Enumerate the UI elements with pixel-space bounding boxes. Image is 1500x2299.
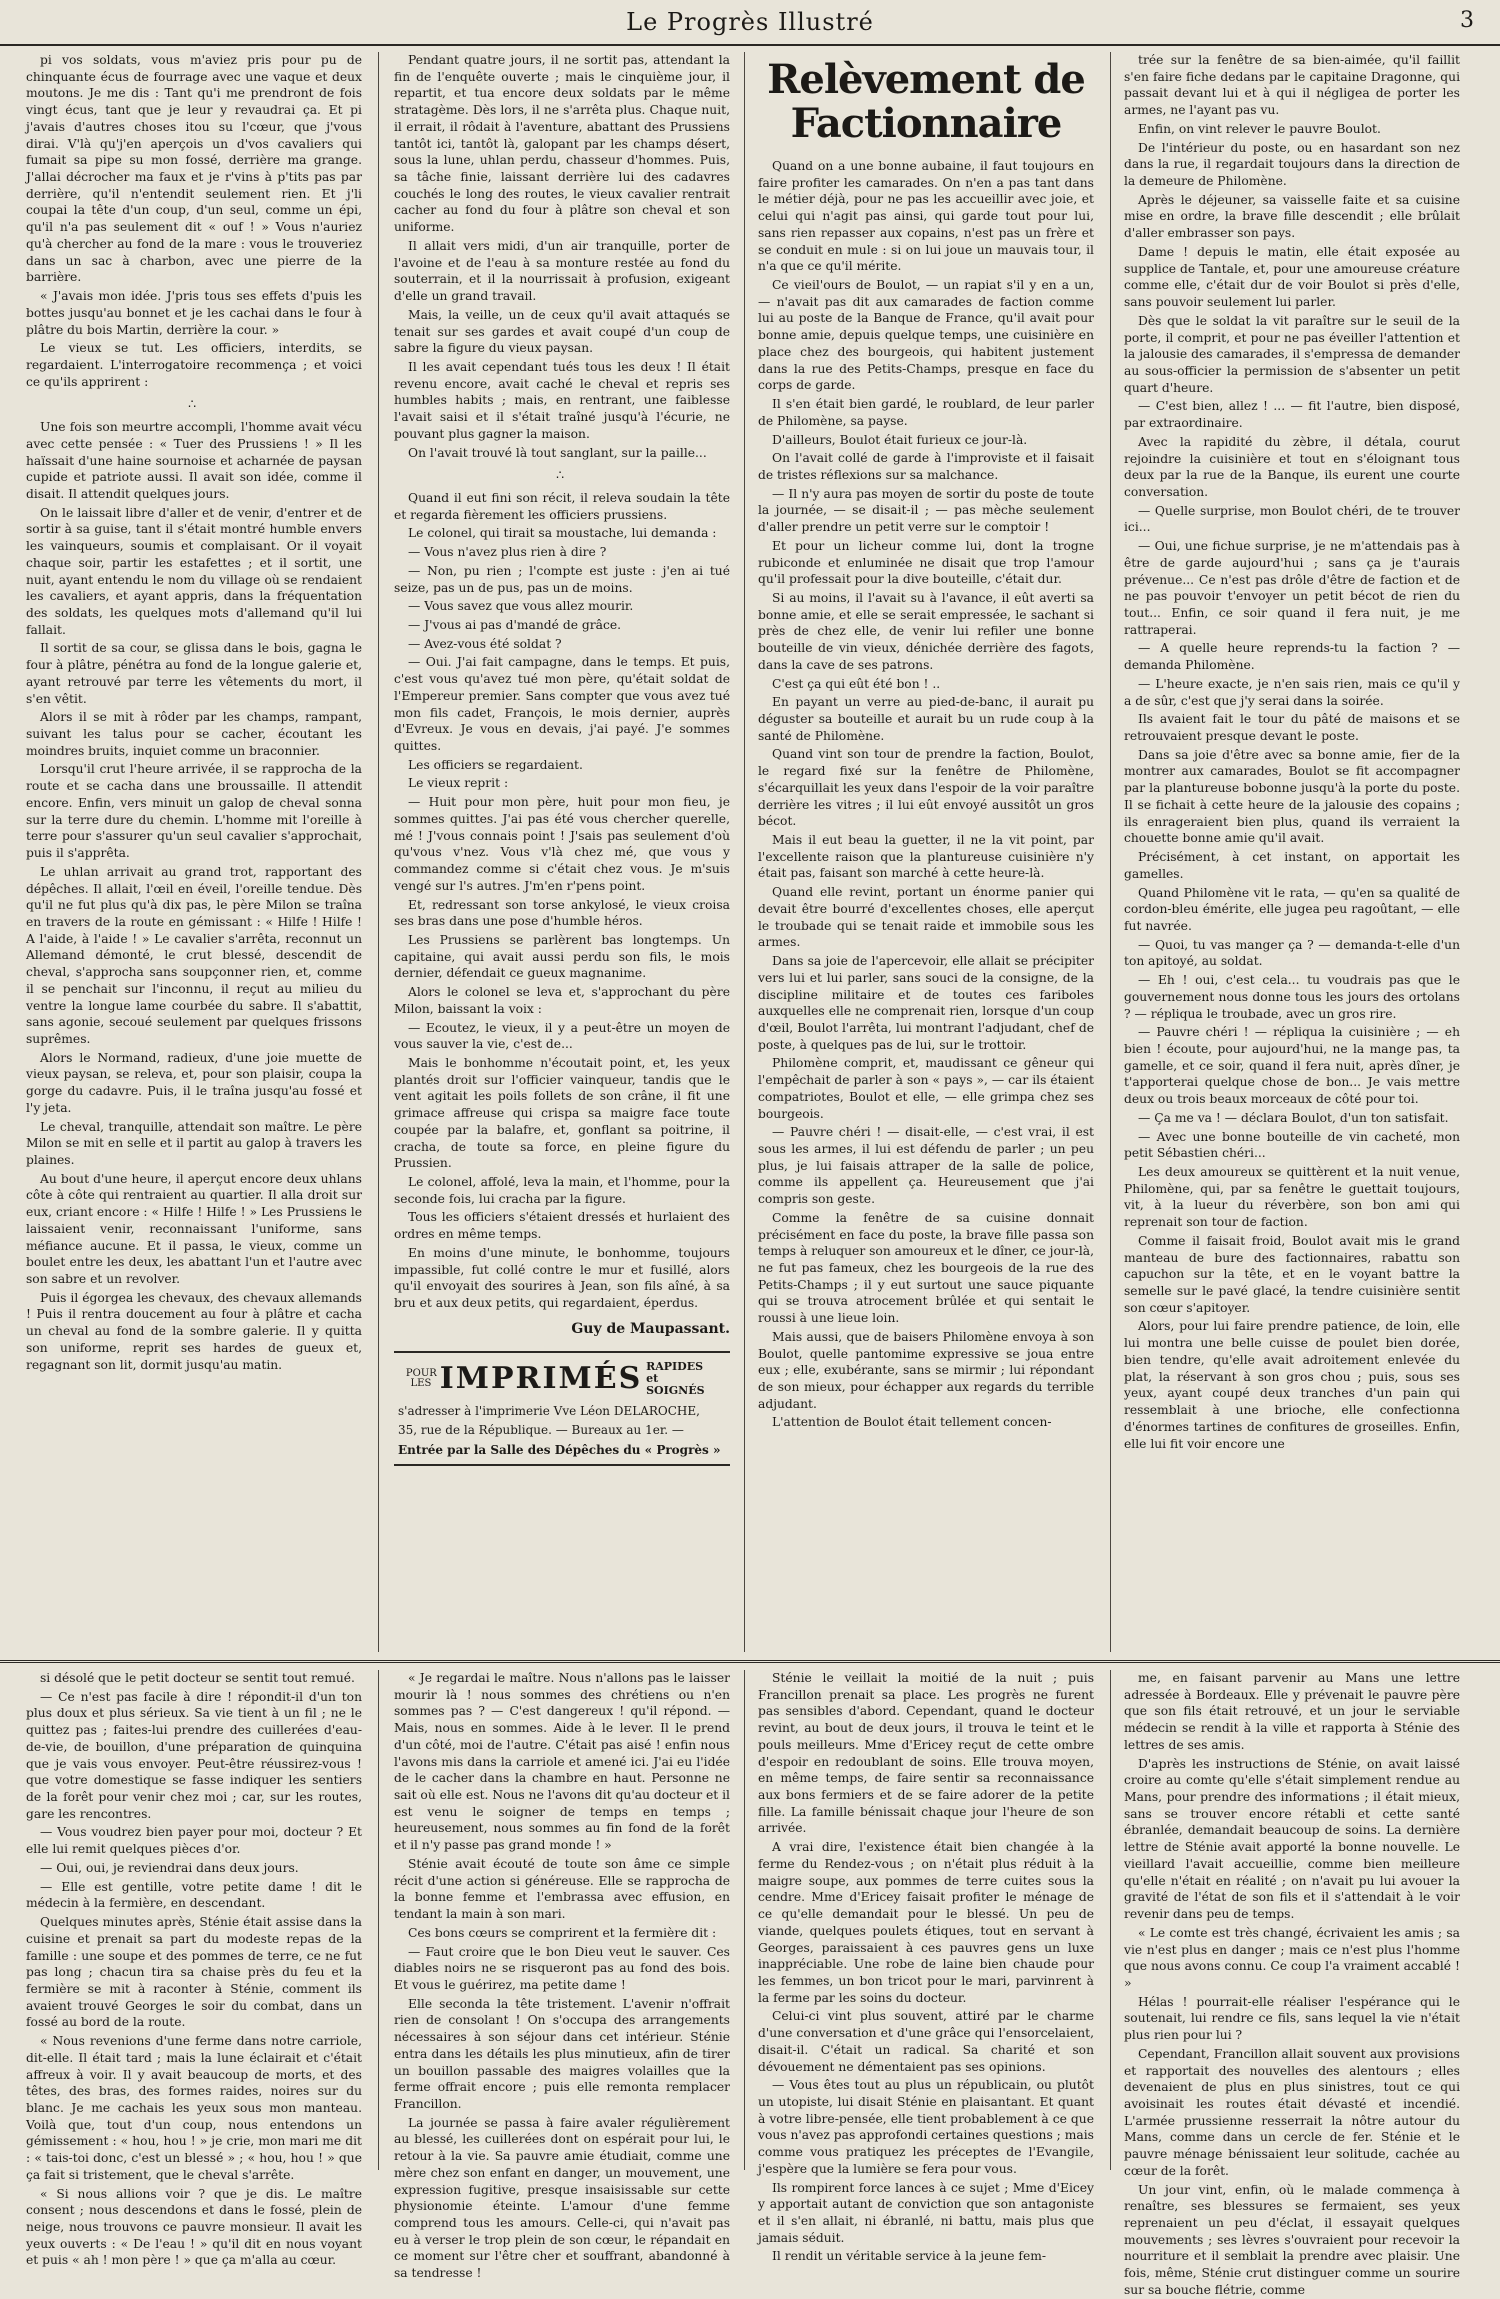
serial-column-3 [758, 1670, 1094, 2264]
paragraph: — Huit pour mon père, huit pour mon fieu, je sommes quittes. J'ai pas été vous chercher querelle, mé ! J'vous connais point ! J'sais pas seulement d'où qu'vous v'nez. Vous v'là chez mé, que vous y commandez comme si c'était chez vous. Je m'suis vengé sur l's autres. J'm'en r'pens point. [394, 795, 730, 893]
paragraph: « Je regardai le maître. Nous n'allons pas le laisser mourir là ! nous sommes des chrétiens ou n'en sommes pas ? — C'est dangereux ! qu'il répond. — Mais, nous en sommes. Aide à le lever. Il le prend d'un côté, moi de l'autre. C'était pas aisé ! enfin nous l'avons mis dans la carriole et amené ici. J'ai eu l'idée de le cacher dans la chambre en haut. Personne ne sait où elle est. Nous ne l'avons dit qu'au docteur et il est venu le soigner de temps en temps ; heureusement, nous sommes au fin fond de la forêt et il n'y passe pas grand monde ! » [394, 1671, 730, 1853]
paragraph: Mais il eut beau la guetter, il ne la vit point, par l'excellente raison que la plantureuse cuisinière n'y était pas, faisant son marché à cette heure-là. [758, 833, 1094, 881]
paragraph: trée sur la fenêtre de sa bien-aimée, qu'il faillit s'en faire fiche dedans par le capitaine Dragonne, qui passait devant lui et à qui il négligea de porter les armes, ne l'ayant pas vu. [1124, 53, 1460, 118]
paragraph: Il les avait cependant tués tous les deux ! Il était revenu encore, avait caché le cheval et repris ses humbles habits ; mais, en rentrant, une faiblesse l'avait saisi et il s'était traîné jusqu'à l'écurie, ne pouvant plus gagner la maison. [394, 359, 730, 441]
paragraph: Il rendit un véritable service à la jeune fem- [772, 2249, 1047, 2264]
paragraph: Dès que le soldat la vit paraître sur le seuil de la porte, il comprit, et pour ne pas éveiller l'attention et la jalousie des camarades, il s'empressa de demander au sous-officier la permission de s'absenter un petit quart d'heure. [1124, 313, 1460, 395]
paragraph: Alors le Normand, radieux, d'une joie muette de vieux paysan, se releva, et, pour son plaisir, coupa la gorge du cadavre. Puis, il le traîna jusqu'au fossé et l'y jeta. [26, 1050, 362, 1115]
column-rule [378, 1670, 379, 2170]
paragraph: Il allait vers midi, d'un air tranquille, porter de l'avoine et de l'eau à sa monture restée au fond du souterrain, et il la nourrissait à profusion, exigeant d'elle un grand travail. [394, 238, 730, 304]
paragraph: Quand il eut fini son récit, il releva soudain la tête et regarda fièrement les officiers prussiens. [394, 490, 730, 522]
paragraph: Alors, pour lui faire prendre patience, de loin, elle lui montra une belle cuisse de poulet bien dorée, bien tendre, qu'elle avait adroitement enlevée du plat, la réservant à son gros chou ; puis, sous ses yeux, ayant coupé deux tranches d'un pain qui ressemblait à une brioche, elle confectionna d'énormes tartines de confitures de groseilles. Enfin, elle lui fit voir encore une [1124, 1319, 1460, 1451]
paragraph: Le vieux se tut. Les officiers, interdits, se regardaient. L'interrogatoire recommença ; et voici ce qu'ils apprirent : [26, 341, 362, 389]
paragraph: — Vous voudrez bien payer pour moi, docteur ? Et elle lui remit quelques pièces d'or. [26, 1825, 362, 1857]
section-break: ∴ [188, 397, 200, 412]
paragraph: Comme la fenêtre de sa cuisine donnait précisément en face du poste, la brave fille passa son temps à reluquer son amoureux et le dîner, ce jour-là, ne fut pas fameux, chez les bourgeois de la rue des Petits-Champs ; il y eut surtout une sauce piquante qui se trouva atrocement brûlée et qui sentait le roussi à une lieue loin. [758, 1210, 1094, 1326]
paragraph: Elle seconda la tête tristement. L'avenir n'offrait rien de consolant ! On s'occupa des arrangements nécessaires à son séjour dans cet intérieur. Sténie entra dans les détails les plus minutieux, afin de tirer un bouillon passable des maigres volailles que la ferme offrait encore ; puis elle remonta remplacer Francillon. [394, 1996, 730, 2111]
paragraph: Enfin, on vint relever le pauvre Boulot. [1138, 121, 1381, 136]
paragraph: Le cheval, tranquille, attendait son maître. Le père Milon se mit en selle et il partit au galop à travers les plaines. [26, 1119, 362, 1167]
printing-advertisement [394, 1351, 730, 1467]
paragraph: Il s'en était bien gardé, le roublard, de leur parler de Philomène, sa payse. [758, 397, 1094, 428]
paragraph: Quand on a une bonne aubaine, il faut toujours en faire profiter les camarades. On n'en a pas tant dans le métier déjà, pour ne pas les accueillir avec joie, et celui qui n'agit pas ainsi, qui garde tout pour lui, sans rien repasser aux copains, n'est pas un frère et se conduit en mule : si on lui joue un mauvais tour, il n'a que ce qu'il mérite. [758, 159, 1094, 274]
paragraph: Tous les officiers s'étaient dressés et hurlaient des ordres en même temps. [394, 1210, 730, 1242]
column-rule [744, 52, 745, 1652]
serial-column-1 [26, 1670, 362, 2268]
paragraph: me, en faisant parvenir au Mans une lettre adressée à Bordeaux. Elle y prévenait le pauvre père que son fils était retrouvé, et un jour le serviable médecin se rendit à la ville et rapporta à Sténie des lettres de ses amis. [1124, 1671, 1460, 1752]
paragraph: — Quelle surprise, mon Boulot chéri, de te trouver ici... [1124, 503, 1460, 535]
paragraph: Quelques minutes après, Sténie était assise dans la cuisine et prenait sa part du modeste repas de la famille : une soupe et des pommes de terre, ce ne fut pas long ; chacun tira sa chaise près du feu et la fermière se mit à raconter à Sténie, comment ils avaient trouvé Georges le soir du combat, dans un fossé au bord de la route. [26, 1915, 362, 2030]
paragraph: A vrai dire, l'existence était bien changée à la ferme du Rendez-vous ; on n'était plus réduit à la maigre soupe, aux pommes de terre cuites sous la cendre. Mme d'Ericey faisait profiter le ménage de ce qu'elle demandait pour le blessé. Un peu de viande, quelques poulets étiques, tout en servant à Georges, paraissaient à ces pauvres gens un luxe inappréciable. Une robe de laine bien chaude pour les femmes, un bon tricot pour le mari, parvinrent à la ferme par les soins du docteur. [758, 1840, 1094, 2005]
paragraph: Si au moins, il l'avait su à l'avance, il eût averti sa bonne amie, et elle se serait empressée, le sachant si près de chez elle, de venir lui refiler une bonne bouteille de vin vieux, dénichée derrière des fagots, dans la cave de ses patrons. [758, 590, 1094, 672]
ad-pour: POUR LES [405, 1368, 437, 1390]
paragraph: — Vous n'avez plus rien à dire ? [408, 545, 607, 560]
section-break: ∴ [556, 468, 568, 483]
paragraph: Et pour un licheur comme lui, dont la trogne rubiconde et enluminée ne disait que trop l'amour qu'il professait pour la dive bouteille, c'était dur. [758, 538, 1094, 587]
paragraph: si désolé que le petit docteur se sentit tout remué. [40, 1671, 355, 1685]
paragraph: Alors le colonel se leva et, s'approchant du père Milon, baissant la voix : [394, 985, 730, 1016]
paragraph: — J'vous ai pas d'mandé de grâce. [408, 618, 622, 632]
feuilleton-section [0, 1670, 1500, 2297]
paragraph: Le colonel, qui tirait sa moustache, lui demanda : [408, 526, 717, 541]
paragraph: Une fois son meurtre accompli, l'homme avait vécu avec cette pensée : « Tuer des Prussiens ! » Il les haïssait d'une haine sournoise et acharnée de paysan cupide et patriote aussi. Il avait son idée, comme il disait. Il attendit quelques jours. [26, 420, 362, 501]
paragraph: On l'avait collé de garde à l'improviste et il faisait de tristes réflexions sur sa malchance. [758, 451, 1094, 482]
paragraph: Lorsqu'il crut l'heure arrivée, il se rapprocha de la route et se cacha dans une broussaille. Il attendit encore. Enfin, vers minuit un galop de cheval sonna sur la terre dure du chemin. L'homme mit l'oreille à terre pour s'assurer qu'un seul cavalier s'approchait, puis il s'apprêta. [26, 762, 362, 861]
paragraph: — Elle est gentille, votre petite dame ! dit le médecin à la fermière, en descendant. [26, 1879, 362, 1911]
paragraph: Ils avaient fait le tour du pâté de maisons et se retrouvaient presque devant le poste. [1124, 712, 1460, 744]
paragraph: — Oui, une fichue surprise, je ne m'attendais pas à être de garde aujourd'hui ; sans ça je t'aurais prévenue... Ce n'est pas drôle d'être de faction et de ne pas pouvoir t'envoyer un petit bécot de rien du tout... Enfin, ce soir quand il fera nuit, je me rattraperai. [1124, 539, 1460, 637]
paragraph: pi vos soldats, vous m'aviez pris pour pu de chinquante écus de fourrage avec une vaque et deux moutons. Je me dis : Tant qu'i me prendront de fois vingt écus, tant que je leur y revaudrai ça. Et pi j'avais d'autres choses itou su l'cœur, que j'vous dirai. V'là qu'j'en aperçois un d'vos cavaliers qui fumait sa pipe su mon fossé, derrière ma grange. J'allai décrocher ma faux et je r'vins à p'tits pas par derrière, qu'il n'entendit seulement rien. Et j'li coupai la tête d'un coup, d'un seul, comme un épi, qu'il n'a pas seulement dit « ouf ! » Vous n'auriez qu'à chercher au fond de la mare : vous le trouveriez dans un sac à charbon, avec une pierre de la barrière. [26, 53, 362, 285]
column-rule [1110, 1670, 1111, 2170]
paragraph: — Ça me va ! — déclara Boulot, d'un ton satisfait. [1138, 1110, 1449, 1125]
paragraph: Précisément, à cet instant, on apportait les gamelles. [1124, 850, 1460, 881]
paragraph: « Le comte est très changé, écrivaient les amis ; sa vie n'est plus en danger ; mais ce n'est plus l'homme que nous avons connu. Ce coup l'a vraiment accablé ! » [1124, 1925, 1460, 1990]
paragraph: Pendant quatre jours, il ne sortit pas, attendant la fin de l'enquête ouverte ; mais le cinquième jour, il repartit, et tua encore deux soldats par le même stratagème. Dès lors, il ne s'arrêta plus. Chaque nuit, il errait, il rôdait à l'aventure, abattant des Prussiens tantôt ici, tantôt là, galopant par les champs désert, sous la lune, uhlan perdu, chasseur d'hommes. Puis, sa tâche finie, laissant derrière lui des cadavres couchés le long des routes, le vieux cavalier rentrait cacher au fond du four à plâtre son cheval et son uniforme. [394, 53, 730, 235]
paragraph: Comme il faisait froid, Boulot avait mis le grand manteau de bure des factionnaires, rabattu son capuchon sur la tête, et en le voyant battre la semelle sur le pavé glacé, la tendre cuisinière sentit son cœur s'apitoyer. [1124, 1233, 1460, 1315]
paragraph: Un jour vint, enfin, où le malade commença à renaître, ses blessures se fermaient, ses yeux reprenaient un peu d'éclat, il essayait quelques mouvements ; ses lèvres s'ouvraient pour recevoir la nourriture et il semblait la prendre avec plaisir. Une fois, même, Sténie crut distinguer comme un sourire sur sa bouche flétrie, comme [1124, 2182, 1460, 2297]
paragraph: On le laissait libre d'aller et de venir, d'entrer et de sortir à sa guise, tant il s'était montré humble envers les vainqueurs, soumis et complaisant. Or il voyait chaque soir, partir les estafettes ; et il sortit, une nuit, ayant entendu le nom du village où se rendaient les cavaliers, et ayant appris, dans la fréquentation des soldats, les quelques mots d'allemand qu'il lui fallait. [26, 505, 362, 637]
paragraph: — L'heure exacte, je n'en sais rien, mais ce qu'il y a de sûr, c'est que j'y serai dans la soirée. [1124, 676, 1460, 708]
paragraph: Le colonel, affolé, leva la main, et l'homme, pour la seconde fois, lui cracha par la figure. [394, 1175, 730, 1206]
paragraph: — Faut croire que le bon Dieu veut le sauver. Ces diables noirs ne se risqueront pas au fond des bois. Et vous le guérirez, ma petite dame ! [394, 1944, 730, 1992]
column-rule [1110, 52, 1111, 1652]
paragraph: — Il n'y aura pas moyen de sortir du poste de toute la journée, — se disait-il ; — pas mèche seulement d'aller prendre un petit verre sur le comptoir ! [758, 486, 1094, 535]
paragraph: D'après les instructions de Sténie, on avait laissé croire au comte qu'elle s'était simplement rendue au Mans, pour prendre des informations ; il était mieux, sans se trouver encore rétabli et cette santé ébranlée, demandait beaucoup de soins. La dernière lettre de Sténie avait apporté la bonne nouvelle. Le vieillard l'avait accueillie, comme bien meilleure qu'elle n'était en réalité ; on n'avait pu lui avouer la gravité de l'état de son fils et il s'attendait à le voir revenir dans peu de temps. [1124, 1756, 1460, 1922]
paragraph: — Ecoutez, le vieux, il y a peut-être un moyen de vous sauver la vie, c'est de... [394, 1020, 730, 1052]
paragraph: Quand Philomène vit le rata, — qu'en sa qualité de cordon-bleu émérite, elle jugea peu ragoûtant, — elle fut navrée. [1124, 885, 1460, 933]
paragraph: — Vous savez que vous allez mourir. [408, 599, 634, 614]
paragraph: Celui-ci vint plus souvent, attiré par le charme d'une conversation et d'une grâce qui l'ensorcelaient, disait-il. C'était un radical. Sa charité et son dévouement ne démentaient pas ses opinions. [758, 2009, 1094, 2074]
paragraph: — Non, pu rien ; l'compte est juste : j'en ai tué seize, pas un de pus, pas un de moins. [394, 563, 730, 595]
paragraph: Le vieux reprit : [408, 776, 509, 791]
paragraph: — Pauvre chéri ! — répliqua la cuisinière ; — eh bien ! écoute, pour aujourd'hui, ne la mange pas, ta gamelle, et ce soir, quand il fera nuit, après dîner, je t'apporterai quelque chose de bon... Je vais mettre deux ou trois beaux morceaux de côté pour toi. [1124, 1025, 1460, 1107]
top-section [0, 52, 1500, 1652]
paragraph: Cependant, Francillon allait souvent aux provisions et rapportait des nouvelles des alentours ; elles devenaient de plus en plus sinistres, tout ce qui avoisinait les routes était dévasté et incendié. L'armée prussienne resserrait la nôtre autour du Mans, comme dans un cercle de fer. Sténie et le pauvre ménage bénissaient leur solitude, cachée au cœur de la forêt. [1124, 2046, 1460, 2178]
paragraph: — Oui, oui, je reviendrai dans deux jours. [40, 1860, 299, 1875]
article-headline: Relèvement de Factionnaire [767, 56, 1085, 147]
paragraph: En payant un verre au pied-de-banc, il aurait pu déguster sa bouteille et aurait bu un rude coup à la santé de Philomène. [758, 695, 1094, 743]
paragraph: C'est ça qui eût été bon ! .. [772, 676, 941, 691]
paragraph: — Avez-vous été soldat ? [408, 636, 562, 651]
paragraph: Les officiers se regardaient. [408, 757, 583, 772]
paragraph: Alors il se mit à rôder par les champs, rampant, suivant les talus pour se cacher, écoutant les moindres bruits, inquiet comme un braconnier. [26, 710, 362, 758]
paragraph: Au bout d'une heure, il aperçut encore deux uhlans côte à côte qui rentraient au quartier. Il alla droit sur eux, criant encore : « Hilfe ! Hilfe ! » Les Prussiens le laissaient venir, reconnaissant l'uniforme, sans méfiance aucune. Et il passa, le vieux, comme un boulet entre les deux, les abattant l'un et l'autre avec son sabre et un revolver. [26, 1171, 362, 1287]
paragraph: Et, redressant son torse ankylosé, le vieux croisa ses bras dans une pose d'humble héros. [394, 897, 730, 929]
paragraph: Quand elle revint, portant un énorme panier qui devait être bourré d'excellentes choses, elle aperçut le troubade qui se tenait raide et immobile sous les armes. [758, 885, 1094, 950]
paragraph: De l'intérieur du poste, ou en hasardant son nez dans la rue, il regardait toujours dans la direction de la demeure de Philomène. [1124, 140, 1460, 189]
paragraph: — Eh ! oui, c'est cela... tu voudrais pas que le gouvernement nous donne tous les jours des ortolans ? — répliqua le troubade, avec un gros rire. [1124, 973, 1460, 1021]
paragraph: La journée se passa à faire avaler régulièrement au blessé, les cuillerées dont on espérait pour lui, le retour à la vie. Sa pauvre amie étudiait, comme une mère chez son enfant en danger, un mouvement, une expression fugitive, presque insaisissable sur cette physionomie éteinte. L'amour d'une femme comprend tous les amours. Celle-ci, qui n'avait pas eu à verser le trop plein de son cœur, le répandait en ce moment sur l'être cher et souffrant, abandonné à sa tendresse ! [394, 2115, 730, 2281]
paragraph: Les deux amoureux se quittèrent et la nuit venue, Philomène, qui, par sa fenêtre le guettait toujours, vit, à la lueur du réverbère, son bon ami qui reprenait son tour de faction. [1124, 1165, 1460, 1230]
paragraph: Le uhlan arrivait au grand trot, rapportant des dépêches. Il allait, l'œil en éveil, l'oreille tendue. Dès qu'il ne fut plus qu'à dix pas, le père Milon se traîna en travers de la route en gémissant : « Hilfe ! Hilfe ! A l'aide, à l'aide ! » Le cavalier s'arrêta, reconnut un Allemand démonté, le crut blessé, descendit de cheval, s'approcha sans soupçonner rien, et, comme il se penchait sur l'inconnu, il reçut au milieu du ventre la longue lame courbée du sabre. Il s'abattit, sans agonie, secoué seulement par quelques frissons suprêmes. [26, 864, 362, 1046]
serial-column-4 [1124, 1670, 1460, 2297]
paragraph: — A quelle heure reprends-tu la faction ? — demanda Philomène. [1124, 641, 1460, 673]
paragraph: Avec la rapidité du zèbre, il détala, courut rejoindre la cuisinière et tout en s'éloignant tous deux par la rue de la Banque, ils eurent une courte conversation. [1124, 434, 1460, 499]
paragraph: Philomène comprit, et, maudissant ce gêneur qui l'empêchait de parler à son « pays », — car ils étaient compatriotes, Boulot et elle, — elle grimpa chez ses bourgeois. [758, 1056, 1094, 1121]
ad-line-2: 35, rue de la République. — Bureaux au 1er. — [398, 1423, 684, 1438]
paragraph: — Avec une bonne bouteille de vin cacheté, mon petit Sébastien chéri... [1124, 1129, 1460, 1161]
paragraph: — Quoi, tu vas manger ça ? — demanda-t-elle d'un ton apitoyé, au soldat. [1124, 937, 1460, 969]
paragraph: Dans sa joie d'être avec sa bonne amie, fier de la montrer aux camarades, Boulot se fit accompagner par la plantureuse bobonne jusqu'à la porte du poste. Il se fichait à cette heure de la jalousie des copains ; ils enrageraient bien plus, quand ils verraient la chouette bonne amie qu'il avait. [1124, 747, 1460, 846]
column-rule [744, 1670, 745, 2170]
paragraph: Puis il égorgea les chevaux, des chevaux allemands ! Puis il rentra doucement au four à plâtre et cacha un cheval au fond de la sombre galerie. Il y quitta son uniforme, reprit ses hardes de gueux et, regagnant son lit, dormit jusqu'au matin. [26, 1290, 362, 1372]
paragraph: On l'avait trouvé là tout sanglant, sur la paille... [408, 445, 707, 460]
paragraph: Sténie avait écouté de toute son âme ce simple récit d'une action si généreuse. Elle se rapprocha de la bonne femme et l'embrassa avec effusion, en tendant la main à son mari. [394, 1856, 730, 1922]
paragraph: — Vous êtes tout au plus un républicain, ou plutôt un utopiste, lui disait Sténie en plaisantant. Et quant à votre libre-pensée, elle tient probablement à ce que vous n'avez pas approfondi certaines questions ; mais comme vous pratiquez les préceptes de l'Evangile, j'espère que la lumière se fera pour vous. [758, 2078, 1094, 2176]
masthead [0, 0, 1500, 46]
story-column-2 [394, 52, 730, 1652]
ad-line-1: s'adresser à l'imprimerie Vve Léon DELAROCHE, [398, 1403, 700, 1418]
paragraph: « Si nous allions voir ? que je dis. Le maître consent ; nous descendons et dans le fossé, plein de neige, nous trouvons ce pauvre monsieur. Il avait les yeux ouverts : « De l'eau ! » qu'il dit en nous voyant et puis « ah ! mon père ! » que ça m'alla au cœur. [26, 2186, 362, 2268]
author-signature: Guy de Maupassant. [571, 1320, 730, 1337]
paragraph: Quand vint son tour de prendre la faction, Boulot, le regard fixé sur la fenêtre de Philomène, s'écarquillait les yeux dans l'espoir de la voir paraître derrière les vitres ; il lui eût envoyé aussitôt un gros bécot. [758, 747, 1094, 829]
paragraph: Mais aussi, que de baisers Philomène envoya à son Boulot, quelle pantomime expressive se joua entre eux ; elle, exubérante, sans se mirmir ; lui répondant de son mieux, pour échapper aux regards du terrible adjudant. [758, 1329, 1094, 1411]
serial-column-2 [394, 1670, 730, 2281]
ad-side: RAPIDES et SOIGNÉS [646, 1360, 705, 1398]
ad-line-3: Entrée par la Salle des Dépêches du « Progrès » [398, 1442, 721, 1457]
paragraph: Mais, la veille, un de ceux qu'il avait attaqués se tenait sur ses gardes et avait coupé d'un coup de sabre la figure du vieux paysan. [394, 307, 730, 356]
paragraph: Sténie le veillait la moitié de la nuit ; puis Francillon prenait sa place. Les progrès ne furent pas sensibles d'abord. Cependant, quand le docteur revint, au bout de deux jours, il trouva le teint et le pouls meilleurs. Mme d'Ericey reçut de cette ombre d'espoir en redoublant de soins. Elle trouva moyen, en même temps, de faire sentir sa reconnaissance aux bons fermiers et de se faire adorer de la petite fille. La famille bénissait chaque jour l'heure de son arrivée. [758, 1671, 1094, 1836]
paragraph: — Oui. J'ai fait campagne, dans le temps. Et puis, c'est vous qu'avez tué mon père, qu'était soldat de l'Empereur premier. Sans compter que vous avez tué mon fils cadet, François, le mois dernier, auprès d'Evreux. Je vous en devais, j'ai payé. J'e sommes quittes. [394, 655, 730, 754]
ad-headline: IMPRIMÉS [439, 1360, 643, 1396]
paragraph: Dame ! depuis le matin, elle était exposée au supplice de Tantale, et, pour une amoureuse créature comme elle, c'était dur de voir Boulot si près d'elle, sans pouvoir seulement lui parler. [1124, 244, 1460, 310]
newspaper-title: Le Progrès Illustré [626, 8, 874, 36]
paragraph: En moins d'une minute, le bonhomme, toujours impassible, fut collé contre le mur et fusillé, alors qu'il envoyait des sourires à Jean, son fils aîné, à sa bru et aux deux petits, qui regardaient, éperdus. [394, 1245, 730, 1311]
paragraph: Dans sa joie de l'apercevoir, elle allait se précipiter vers lui et lui parler, sans souci de la consigne, de la discipline militaire et de toutes ces fariboles auxquelles elle ne comprenait rien, lorsque d'un coup d'œil, Boulot l'arrêta, lui montrant l'adjudant, chef de poste, à quelques pas de lui, sur le trottoir. [758, 954, 1094, 1052]
paragraph: Ils rompirent force lances à ce sujet ; Mme d'Eicey y apportait autant de conviction que son antagoniste et il s'en allait, ni ébranlé, ni battu, mais plus que jamais séduit. [758, 2180, 1094, 2245]
paragraph: Ce vieil'ours de Boulot, — un rapiat s'il y en a un, — n'avait pas dit aux camarades de faction comme lui au poste de la Banque de France, qu'il avait pour bonne amie, depuis quelque temps, une cuisinière en place chez des bourgeois, qui habitent justement dans la rue des Petits-Champs, presque en face du corps de garde. [758, 278, 1094, 393]
story-column-4 [1124, 52, 1460, 1652]
section-divider [0, 1660, 1500, 1663]
paragraph: — Pauvre chéri ! — disait-elle, — c'est vrai, il est sous les armes, il lui est défendu de parler ; un peu plus, je lui faisais attraper de la salle de police, comme ils appellent ça. Heureusement que j'ai compris son geste. [758, 1125, 1094, 1207]
paragraph: Mais le bonhomme n'écoutait point, et, les yeux plantés droit sur l'officier vainqueur, tandis que le vent agitait les poils follets de son crâne, il fit une grimace affreuse qui crispa sa maigre face toute coupée par la balafre, et, gonflant sa poitrine, il cracha, de toute sa force, en pleine figure du Prussien. [394, 1055, 730, 1171]
story-column-3 [758, 52, 1094, 1652]
paragraph: Les Prussiens se parlèrent bas longtemps. Un capitaine, qui avait aussi perdu son fils, le mois dernier, défendait ce gueux magnanime. [394, 932, 730, 981]
paragraph: Il sortit de sa cour, se glissa dans le bois, gagna le four à plâtre, pénétra au fond de la longue galerie et, ayant retrouvé par terre les vêtements du mort, il s'en vêtit. [26, 641, 362, 706]
paragraph: Ces bons cœurs se comprirent et la fermière dit : [408, 1925, 717, 1940]
page-number: 3 [1460, 8, 1474, 33]
paragraph: Hélas ! pourrait-elle réaliser l'espérance qui le soutenait, lui rendre ce fils, sans lequel la vie n'était plus rien pour lui ? [1124, 1994, 1460, 2043]
story-column-1 [26, 52, 362, 1652]
paragraph: Après le déjeuner, sa vaisselle faite et sa cuisine mise en ordre, la brave fille descendit ; elle brûlait d'aller embrasser son pays. [1124, 192, 1460, 241]
paragraph: « Nous revenions d'une ferme dans notre carriole, dit-elle. Il était tard ; mais la lune éclairait et c'était affreux à voir. Il y avait beaucoup de morts, et des têtes, des bras, des formes raides, noires sur du blanc. Je me cachais les yeux sous mon manteau. Voilà que, tout d'un coup, nous entendons un gémissement : « hou, hou ! » je crie, mon mari me dit : « tais-toi donc, c'est un blessé » ; « hou, hou ! » que ça fait si tristement, que le cheval s'arrête. [26, 2034, 362, 2182]
column-rule [378, 52, 379, 1652]
paragraph: — Ce n'est pas facile à dire ! répondit-il d'un ton plus doux et plus sérieux. Sa vie tient à un fil ; ne le quittez pas ; faites-lui prendre des cuillerées d'eau-de-vie, de bouillon, d'une préparation de quinquina que je vais vous envoyer. Peut-être réussirez-vous ! que votre domestique se fasse indiquer les sentiers de la forêt pour venir chez moi ; car, sur les routes, gare les rencontres. [26, 1689, 362, 1821]
paragraph: L'attention de Boulot était tellement concen- [772, 1415, 1052, 1430]
paragraph: — C'est bien, allez ! ... — fit l'autre, bien disposé, par extraordinaire. [1124, 399, 1460, 431]
paragraph: « J'avais mon idée. J'pris tous ses effets d'puis les bottes jusqu'au bonnet et je les cachai dans le four à plâtre du bois Martin, derrière la cour. » [26, 289, 362, 337]
paragraph: D'ailleurs, Boulot était furieux ce jour-là. [772, 432, 1028, 447]
